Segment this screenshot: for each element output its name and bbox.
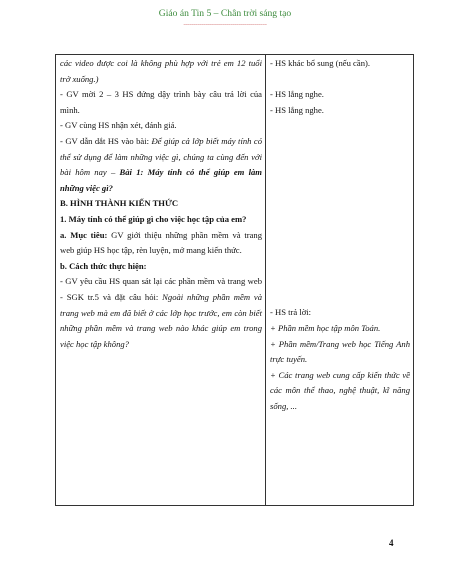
table-row bbox=[56, 55, 414, 506]
student-response: - HS khác bổ sung (nếu cần). bbox=[270, 58, 370, 68]
section-heading-1: 1. Máy tính có thể giúp gì cho việc học tập của em? bbox=[60, 213, 247, 224]
page-number: 4 bbox=[389, 538, 394, 548]
header-title: Giáo án Tin 5 – Chân trời sáng tạo bbox=[158, 8, 292, 19]
lesson-table bbox=[55, 54, 414, 506]
goal-paragraph bbox=[60, 228, 262, 259]
header-rule: ----------------------------------------- bbox=[183, 20, 267, 28]
student-response: - HS lắng nghe. bbox=[270, 89, 324, 100]
teacher-activity-cell bbox=[56, 55, 266, 506]
student-response: - HS trả lời: bbox=[270, 307, 312, 318]
blank-line bbox=[270, 72, 410, 88]
evaluate-note: - GV cùng HS nhận xét, đánh giá. bbox=[60, 120, 177, 131]
method-label: b. Cách thức thực hiện: bbox=[60, 260, 147, 271]
task-plain: - GV yêu cầu HS quan sát lại các phần mềm và trang web - SGK tr.5 và đặt câu hỏi: bbox=[60, 276, 262, 302]
intro-italic: Để giúp cả lớp biết máy tính có thể sử dụng để làm những việc gì, chúng ta cùng đến với bài hôm nay – bbox=[60, 135, 262, 178]
lesson-title: Bài 1: Máy tính có thể giúp em làm những việc gì? bbox=[60, 167, 262, 193]
task-question: Ngoài những phần mềm và trang web mà em đã biết ở các lớp học trước, em còn biết những phần mềm và trang web nào khác giúp em trong việc học tập không? bbox=[60, 291, 262, 349]
student-answer: + Phần mềm/Trang web học Tiếng Anh trực tuyến. bbox=[270, 338, 410, 365]
goal-label: a. Mục tiêu: bbox=[60, 229, 108, 240]
blank-space bbox=[270, 118, 410, 305]
goal-text: GV giới thiệu những phần mềm và trang web giúp HS học tập, rèn luyện, mở mang kiến thức. bbox=[60, 229, 262, 256]
invite-students: - GV mời 2 – 3 HS đứng dậy trình bày câu trả lời của mình. bbox=[60, 89, 262, 115]
student-answer: + Các trang web cung cấp kiến thức về các môn thể thao, nghệ thuật, kĩ năng sống, ... bbox=[270, 369, 410, 411]
section-heading-b: B. HÌNH THÀNH KIẾN THỨC bbox=[60, 198, 179, 209]
task-paragraph bbox=[60, 274, 262, 352]
lesson-intro bbox=[60, 134, 262, 196]
student-activity-cell bbox=[266, 55, 414, 506]
video-note: các video được coi là không phù hợp với trẻ em 12 tuổi trở xuống.) bbox=[60, 58, 262, 84]
student-response: - HS lắng nghe. bbox=[270, 104, 324, 115]
student-answer: + Phần mềm học tập môn Toán. bbox=[270, 322, 381, 333]
page-header bbox=[0, 8, 450, 28]
intro-plain: - GV dẫn dắt HS vào bài: bbox=[60, 135, 152, 146]
